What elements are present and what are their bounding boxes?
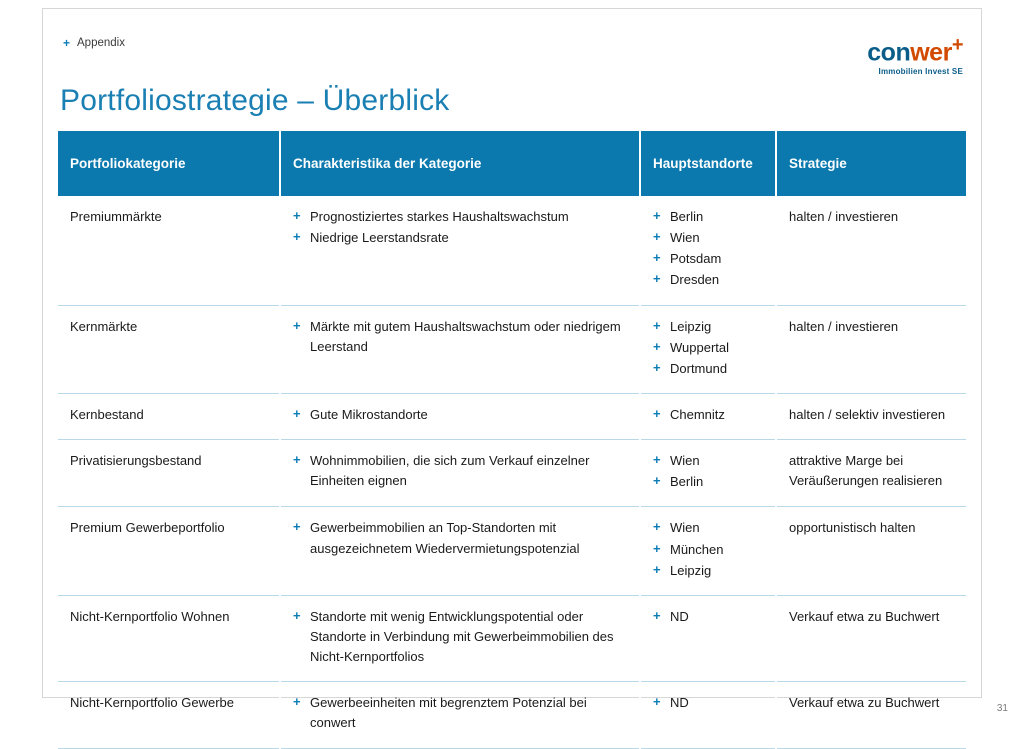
list-item: + Leipzig — [653, 317, 765, 337]
cell-locations — [640, 595, 776, 681]
list-item: + München — [653, 540, 765, 560]
breadcrumb-label: Appendix — [77, 37, 125, 49]
cell-category: Nicht-Kernportfolio Gewerbe — [58, 682, 280, 748]
page-number: 31 — [996, 703, 1008, 714]
locations-list — [653, 451, 765, 492]
cell-strategy: Verkauf etwa zu Buchwert — [776, 595, 966, 681]
characteristics-list — [293, 317, 629, 357]
locations-list — [653, 607, 765, 627]
cell-characteristics — [280, 305, 640, 393]
cell-locations — [640, 305, 776, 393]
list-item: + Berlin — [653, 207, 765, 227]
list-item: + Chemnitz — [653, 405, 765, 425]
list-item: + Gewerbeeinheiten mit begrenztem Potenzial bei conwert — [293, 693, 629, 733]
locations-list — [653, 207, 765, 291]
characteristics-list — [293, 405, 629, 425]
list-item: + Gute Mikrostandorte — [293, 405, 629, 425]
locations-list — [653, 317, 765, 379]
cell-characteristics — [280, 393, 640, 439]
conwert-logo — [867, 35, 963, 76]
table-row — [58, 595, 966, 681]
list-item: + Niedrige Leerstandsrate — [293, 228, 629, 248]
cell-category: Kernmärkte — [58, 305, 280, 393]
list-item: + Prognostiziertes starkes Haushaltswachstum — [293, 207, 629, 227]
table-body — [58, 196, 966, 748]
list-item: + Leipzig — [653, 561, 765, 581]
list-item: + Märkte mit gutem Haushaltswachstum oder niedrigem Leerstand — [293, 317, 629, 357]
slide-canvas — [42, 8, 982, 731]
locations-list — [653, 693, 765, 713]
table-row — [58, 305, 966, 393]
cell-category: Kernbestand — [58, 393, 280, 439]
characteristics-list — [293, 451, 629, 491]
logo-part-wer: wer — [910, 38, 952, 67]
logo-wordmark — [867, 35, 963, 65]
cell-category: Nicht-Kernportfolio Wohnen — [58, 595, 280, 681]
table-row — [58, 196, 966, 305]
cell-strategy: Verkauf etwa zu Buchwert — [776, 682, 966, 748]
cell-strategy: halten / investieren — [776, 196, 966, 305]
cell-locations — [640, 507, 776, 595]
locations-list — [653, 405, 765, 425]
table-header-row — [58, 131, 966, 196]
list-item: + Berlin — [653, 472, 765, 492]
characteristics-list — [293, 693, 629, 733]
column-header-hauptstandorte: Hauptstandorte — [640, 131, 776, 196]
cell-strategy: halten / investieren — [776, 305, 966, 393]
list-item: + ND — [653, 607, 765, 627]
cell-locations — [640, 393, 776, 439]
list-item: + Wohnimmobilien, die sich zum Verkauf einzelner Einheiten eignen — [293, 451, 629, 491]
column-header-portfoliokategorie: Portfoliokategorie — [58, 131, 280, 196]
list-item: + Wien — [653, 518, 765, 538]
list-item: + Wien — [653, 451, 765, 471]
breadcrumb — [63, 37, 125, 49]
table-row — [58, 682, 966, 748]
locations-list — [653, 518, 765, 580]
cell-locations — [640, 440, 776, 507]
list-item: + ND — [653, 693, 765, 713]
list-item: + Standorte mit wenig Entwicklungspotential oder Standorte in Verbindung mit Gewerbeimmobilien des Nicht-Kernportfolios — [293, 607, 629, 667]
logo-cross-icon: + — [951, 34, 963, 56]
cell-locations — [640, 196, 776, 305]
cell-strategy: halten / selektiv investieren — [776, 393, 966, 439]
list-item: + Gewerbeimmobilien an Top-Standorten mit ausgezeichnetem Wiedervermietungspotenzial — [293, 518, 629, 558]
table-row — [58, 393, 966, 439]
list-item: + Dortmund — [653, 359, 765, 379]
column-header-charakteristika: Charakteristika der Kategorie — [280, 131, 640, 196]
characteristics-list — [293, 607, 629, 667]
cell-strategy: opportunistisch halten — [776, 507, 966, 595]
list-item: + Potsdam — [653, 249, 765, 269]
cell-category: Premiummärkte — [58, 196, 280, 305]
list-item: + Wien — [653, 228, 765, 248]
cell-characteristics — [280, 682, 640, 748]
characteristics-list — [293, 207, 629, 248]
cell-locations — [640, 682, 776, 748]
column-header-strategie: Strategie — [776, 131, 966, 196]
page-title: Portfoliostrategie – Überblick — [60, 84, 450, 118]
cell-category: Premium Gewerbeportfolio — [58, 507, 280, 595]
cell-characteristics — [280, 196, 640, 305]
cell-strategy: attraktive Marge bei Veräußerungen realisieren — [776, 440, 966, 507]
list-item: + Wuppertal — [653, 338, 765, 358]
characteristics-list — [293, 518, 629, 558]
cell-characteristics — [280, 507, 640, 595]
portfolio-strategy-table — [58, 131, 966, 749]
cell-category: Privatisierungsbestand — [58, 440, 280, 507]
logo-subtitle: Immobilien Invest SE — [878, 67, 963, 77]
table-row — [58, 507, 966, 595]
list-item: + Dresden — [653, 270, 765, 290]
table-row — [58, 440, 966, 507]
cell-characteristics — [280, 595, 640, 681]
logo-part-con: con — [867, 38, 911, 67]
cell-characteristics — [280, 440, 640, 507]
plus-icon: + — [63, 36, 71, 50]
